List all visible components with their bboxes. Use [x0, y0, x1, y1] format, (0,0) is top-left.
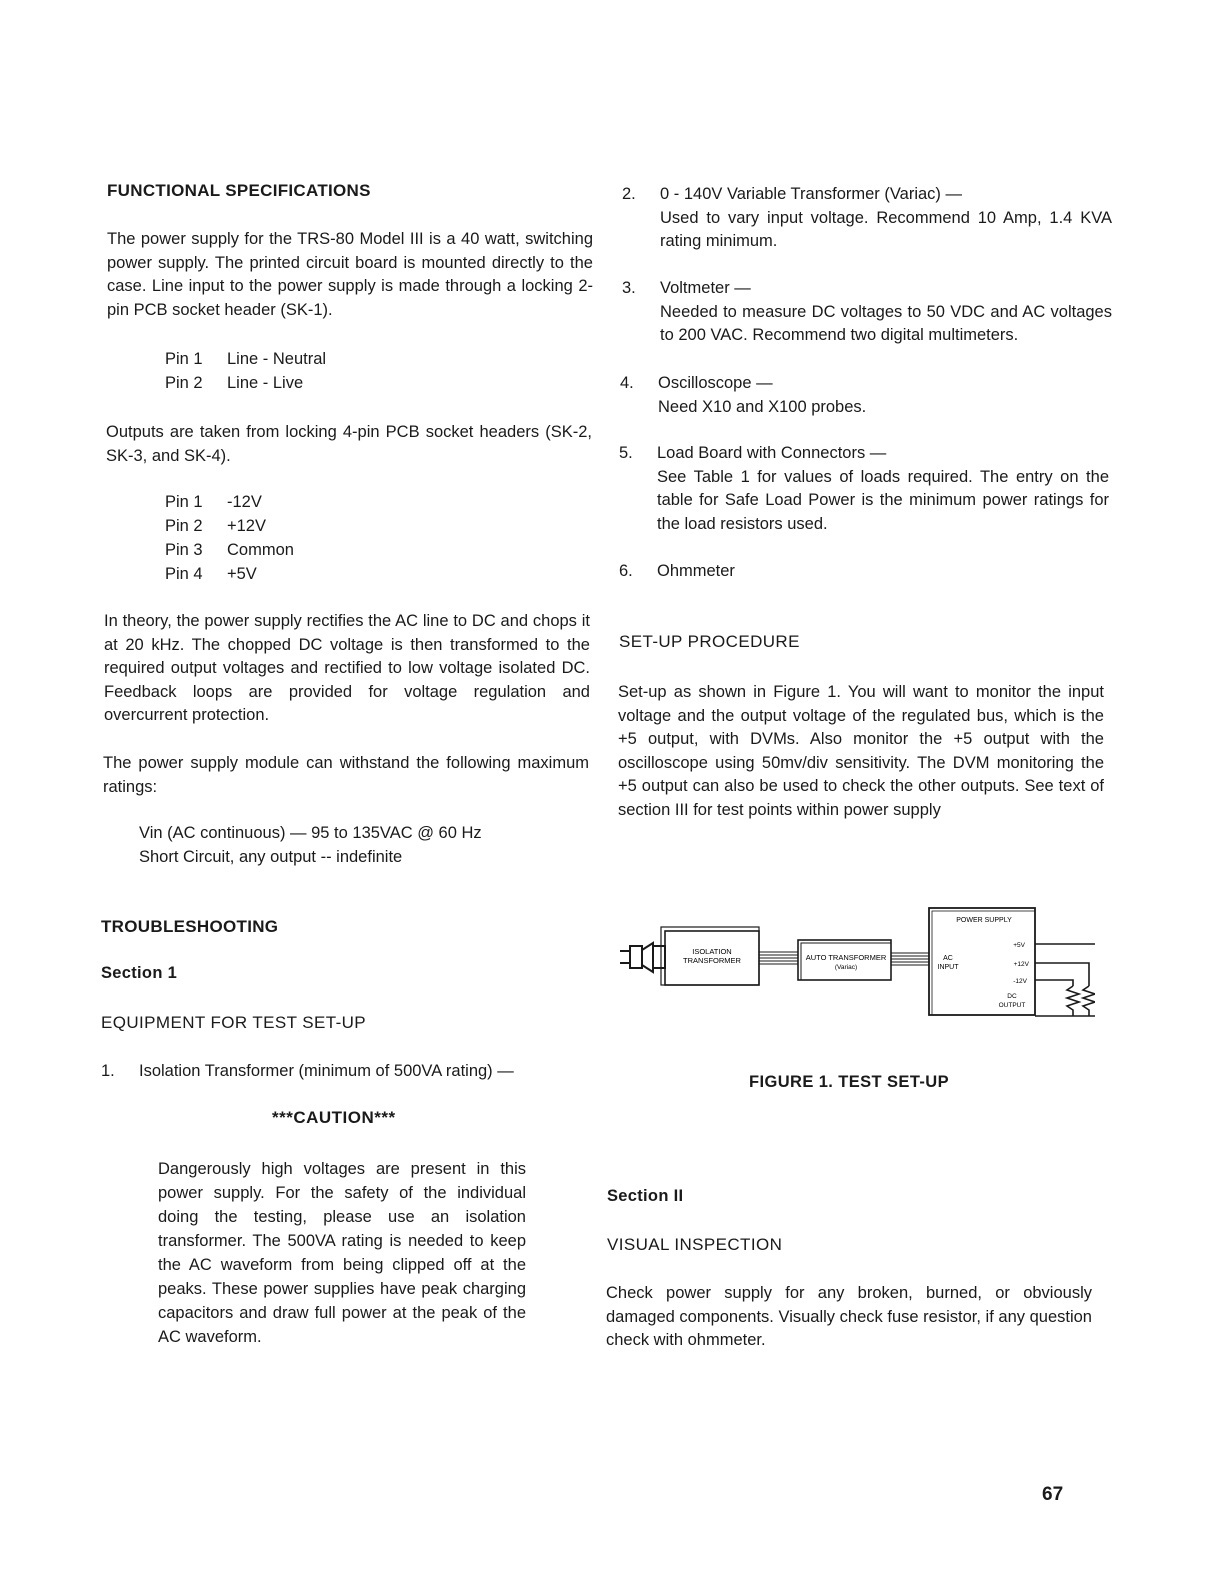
equipment-item-5: [619, 442, 1109, 536]
input-pin-list: [165, 347, 326, 395]
item-title: Voltmeter —: [660, 279, 751, 297]
output-pin-row: [165, 514, 294, 538]
pin-label: Pin 4: [165, 565, 203, 583]
pin-desc: Line - Live: [227, 374, 304, 392]
equipment-item-4: [620, 372, 1110, 419]
item-number: 2.: [622, 185, 636, 203]
pin-desc: -12V: [227, 493, 262, 511]
equipment-item-1: [101, 1060, 591, 1084]
pin-label: Pin 1: [165, 350, 203, 368]
pin-desc: Line - Neutral: [227, 350, 327, 368]
item-title: Load Board with Connectors —: [657, 444, 887, 462]
section-1-heading: Section 1: [101, 964, 178, 982]
dc-label: DC: [1007, 993, 1017, 1000]
rating-item: Short Circuit, any output -- indefinite: [139, 848, 403, 866]
item-title: Ohmmeter: [657, 562, 735, 580]
item-desc: Need X10 and X100 probes.: [658, 397, 867, 416]
input-label: INPUT: [937, 964, 959, 971]
output-label: OUTPUT: [998, 1002, 1026, 1009]
rating-item: Vin (AC continuous) — 95 to 135VAC @ 60 Hz: [139, 824, 482, 842]
caution-paragraph: Dangerously high voltages are present in this power supply. For the safety of the individual doing the testing, please use an isolation transformer. The 500VA rating is needed to keep the AC waveform from being clipped off at the peaks. These power supplies have peak charging capacitors and draw full power at the peak of the AC waveform.: [158, 1160, 526, 1346]
item-number: 6.: [619, 562, 633, 580]
item-number: 4.: [620, 374, 634, 392]
figure-caption: FIGURE 1. TEST SET-UP: [749, 1073, 950, 1091]
power-supply-box: [929, 908, 1035, 1015]
section-2-heading: Section II: [607, 1187, 684, 1205]
outputs-paragraph: Outputs are taken from locking 4-pin PCB socket headers (SK-2, SK-3, and SK-4).: [106, 423, 592, 465]
variac-label: (Variac): [834, 964, 858, 971]
troubleshooting-heading: TROUBLESHOOTING: [101, 917, 279, 936]
pin-desc: Common: [227, 541, 294, 559]
pin-label: Pin 1: [165, 493, 203, 511]
equipment-heading: EQUIPMENT FOR TEST SET-UP: [101, 1013, 367, 1032]
power-supply-label: POWER SUPPLY: [956, 917, 1012, 924]
visual-inspection-paragraph: Check power supply for any broken, burned, or obviously damaged components. Visually check fuse resistor, if any question check with ohmmeter.: [606, 1284, 1092, 1349]
equipment-item-6: [619, 560, 1109, 584]
visual-inspection-heading: VISUAL INSPECTION: [607, 1235, 783, 1254]
theory-paragraph: In theory, the power supply rectifies the AC line to DC and chops it at 20 kHz. The chopped DC voltage is then transformed to the required output voltages and rectified to low voltage isolated DC. Feedback loops are provided for voltage regulation and overcurrent protection.: [104, 612, 590, 724]
ratings-list: [139, 821, 482, 869]
pin-label: Pin 3: [165, 541, 203, 559]
page-number: 67: [1042, 1484, 1064, 1505]
isolation-transformer-box: [661, 927, 759, 985]
equipment-item-2: [622, 183, 1112, 254]
setup-procedure-heading: SET-UP PROCEDURE: [619, 632, 800, 651]
item-text: Isolation Transformer (minimum of 500VA rating) —: [139, 1062, 514, 1080]
setup-paragraph: Set-up as shown in Figure 1. You will want to monitor the input voltage and the output voltage of the regulated bus, which is the +5 output, with DVMs. Also monitor the +5 output with the oscilloscope using 50mv/div sensitivity. The DVM monitoring the +5 output can also be used to check the other outputs. See text of section III for test points within power supply: [618, 683, 1104, 819]
ratings-paragraph: The power supply module can withstand the following maximum ratings:: [103, 754, 589, 796]
caution-heading: ***CAUTION***: [272, 1108, 396, 1127]
equipment-item-3: [622, 277, 1112, 348]
output-5v-label: +5V: [1013, 942, 1025, 949]
item-desc: Used to vary input voltage. Recommend 10 Amp, 1.4 KVA rating minimum.: [660, 208, 1112, 250]
intro-paragraph: The power supply for the TRS-80 Model III is a 40 watt, switching power supply. The printed circuit board is mounted directly to the case. Line input to the power supply is made through a locking 2-pin PCB socket header (SK-1).: [107, 230, 593, 319]
output-pin-row: [165, 562, 294, 586]
input-pin-row: [165, 347, 326, 371]
pin-desc: +5V: [227, 565, 257, 583]
item-title: Oscilloscope —: [658, 374, 773, 392]
load-resistors: [1035, 944, 1095, 1016]
output-minus-12v-label: -12V: [1013, 978, 1027, 985]
isolation-label-2: TRANSFORMER: [683, 956, 741, 965]
pin-desc: +12V: [227, 517, 266, 535]
item-number: 5.: [619, 444, 633, 462]
input-pin-row: [165, 371, 326, 395]
test-setup-diagram: [615, 900, 1095, 1025]
item-desc: See Table 1 for values of loads required. The entry on the table for Safe Load Power is the minimum power ratings for the load resistors used.: [657, 467, 1109, 533]
isolation-label-1: ISOLATION: [692, 947, 732, 956]
output-pin-row: [165, 490, 294, 514]
output-pin-list: [165, 490, 294, 586]
auto-transformer-box: [798, 940, 891, 980]
item-number: 1.: [101, 1062, 115, 1080]
item-desc: Needed to measure DC voltages to 50 VDC and AC voltages to 200 VAC. Recommend two digital multimeters.: [660, 302, 1112, 344]
plug-icon: [620, 943, 665, 972]
pin-label: Pin 2: [165, 374, 203, 392]
output-pin-row: [165, 538, 294, 562]
auto-transformer-label: AUTO TRANSFORMER: [805, 953, 887, 962]
functional-specifications-heading: FUNCTIONAL SPECIFICATIONS: [107, 181, 371, 200]
output-12v-label: +12V: [1013, 961, 1029, 968]
item-title: 0 - 140V Variable Transformer (Variac) —: [660, 185, 962, 203]
ac-label: AC: [943, 955, 953, 962]
pin-label: Pin 2: [165, 517, 203, 535]
item-number: 3.: [622, 279, 636, 297]
